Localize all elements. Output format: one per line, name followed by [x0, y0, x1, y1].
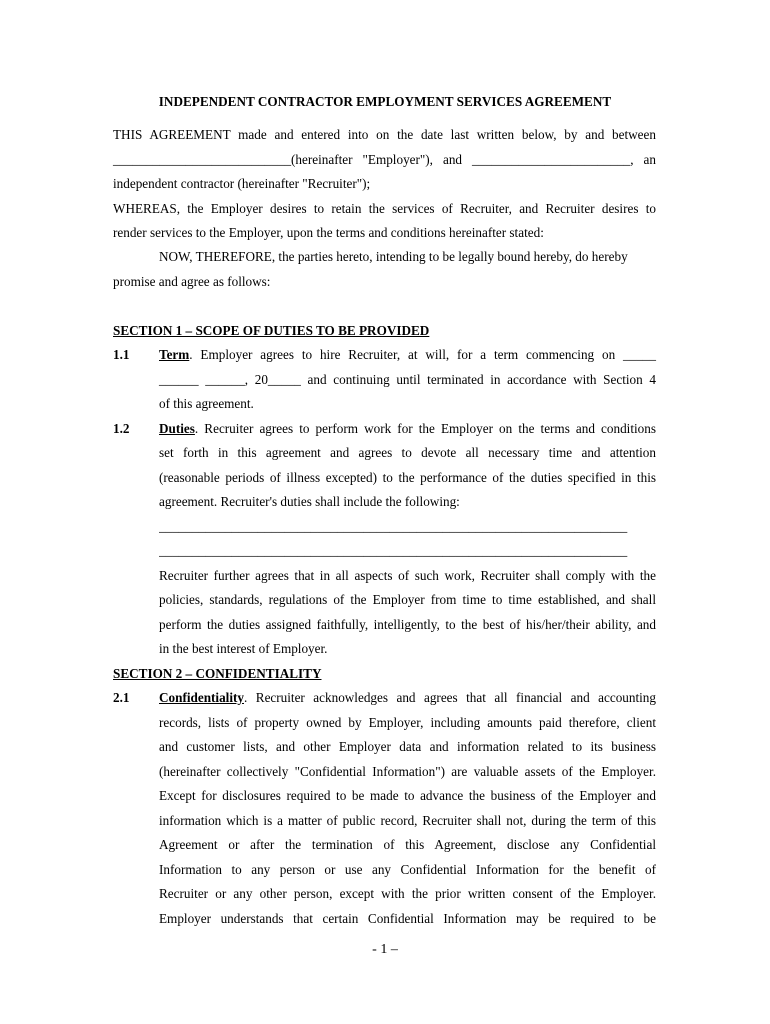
clause-number: 1.1 — [113, 347, 130, 362]
clause-1-1-line: of this agreement. — [159, 396, 254, 411]
clause-number: 2.1 — [113, 690, 130, 705]
duties-blank-line: _______________________________________________________________________ — [159, 519, 628, 534]
preamble-line: NOW, THEREFORE, the parties hereto, intending to be legally bound hereby, do hereby — [159, 249, 628, 264]
clause-1-2-line: Duties. Recruiter agrees to perform work for the Employer on the terms and conditions — [159, 421, 656, 436]
clause-1-2-line: set forth in this agreement and agrees to devote all necessary time and attention — [159, 445, 656, 460]
preamble-line: ___________________________(hereinafter "Employer"), and ________________________, an — [113, 152, 656, 167]
clause-1-2-line: in the best interest of Employer. — [159, 641, 328, 656]
clause-2-1-line: Agreement or after the termination of this Agreement, disclose any Confidential — [159, 837, 656, 852]
page-number: - 1 – — [372, 942, 398, 957]
clause-number: 1.2 — [113, 421, 130, 436]
preamble-line: render services to the Employer, upon the terms and conditions hereinafter stated: — [113, 225, 544, 240]
clause-1-2-line: agreement. Recruiter's duties shall include the following: — [159, 494, 460, 509]
clause-1-1-line: ______ ______, 20_____ and continuing until terminated in accordance with Section 4 — [159, 372, 656, 387]
clause-1-2-line: perform the duties assigned faithfully, intelligently, to the best of his/her/their ability, and — [159, 617, 656, 632]
clause-1-2-line: (reasonable periods of illness excepted) to the performance of the duties specified in this — [159, 470, 656, 485]
clause-2-1-line: Employer understands that certain Confidential Information may be required to be — [159, 911, 656, 926]
section-2-heading: SECTION 2 – CONFIDENTIALITY — [113, 666, 322, 681]
clause-2-1-line: information which is a matter of public record, Recruiter shall not, during the term of this — [159, 813, 656, 828]
clause-1-2-line: Recruiter further agrees that in all aspects of such work, Recruiter shall comply with the — [159, 568, 656, 583]
clause-1-2-line: policies, standards, regulations of the Employer from time to time established, and shall — [159, 592, 656, 607]
clause-2-1-line: records, lists of property owned by Employer, including amounts paid therefore, client — [159, 715, 656, 730]
document-title: INDEPENDENT CONTRACTOR EMPLOYMENT SERVICES AGREEMENT — [158, 94, 612, 109]
clause-1-1-line: Term. Employer agrees to hire Recruiter, at will, for a term commencing on _____ — [159, 347, 656, 362]
duties-blank-line: _______________________________________________________________________ — [159, 543, 628, 558]
clause-label: Term — [159, 347, 190, 362]
clause-2-1-line: Recruiter or any other person, except with the prior written consent of the Employer. — [159, 886, 656, 901]
preamble-line: promise and agree as follows: — [113, 274, 271, 289]
clause-2-1-line: Information to any person or use any Confidential Information for the benefit of — [159, 862, 656, 877]
clause-label: Confidentiality — [159, 690, 244, 705]
clause-label: Duties — [159, 421, 195, 436]
preamble-line: WHEREAS, the Employer desires to retain the services of Recruiter, and Recruiter desires to — [113, 201, 656, 216]
clause-2-1-line: Confidentiality. Recruiter acknowledges and agrees that all financial and accounting — [159, 690, 656, 705]
section-1-heading: SECTION 1 – SCOPE OF DUTIES TO BE PROVIDED — [113, 323, 430, 338]
clause-2-1-line: and customer lists, and other Employer data and information related to its business — [159, 739, 656, 754]
preamble-line: THIS AGREEMENT made and entered into on the date last written below, by and between — [113, 127, 656, 142]
clause-2-1-line: Except for disclosures required to be made to advance the business of the Employer and — [159, 788, 656, 803]
preamble-line: independent contractor (hereinafter "Recruiter"); — [113, 176, 371, 191]
clause-2-1-line: (hereinafter collectively "Confidential Information") are valuable assets of the Employer. — [159, 764, 656, 779]
